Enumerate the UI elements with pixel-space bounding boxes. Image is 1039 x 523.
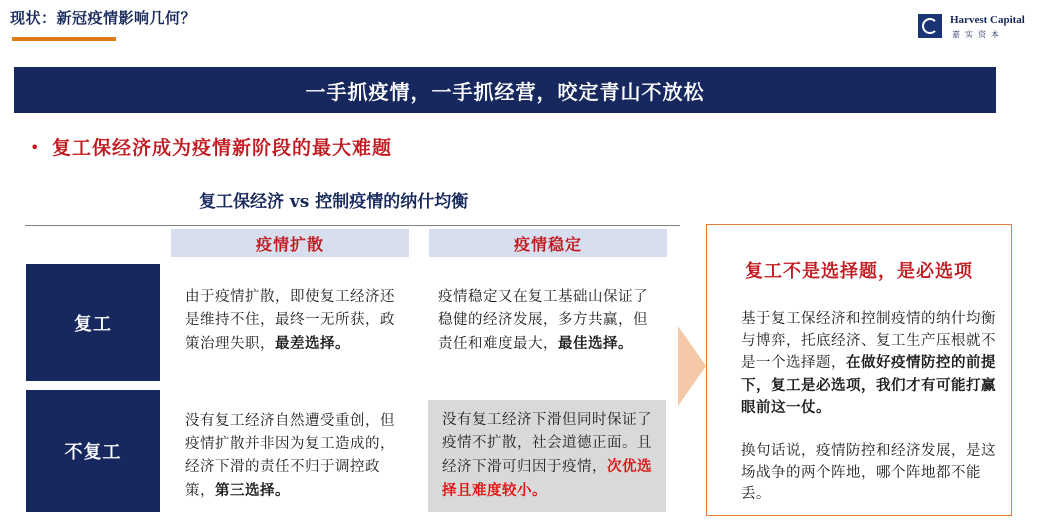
conclusion-paragraph-1 xyxy=(741,309,1001,420)
cell-emphasis: 最差选择。 xyxy=(275,335,350,352)
cell-text: 由于疫情扩散，即使复工经济还是维持不住，最终一无所获，政策治理失职， xyxy=(185,289,395,352)
row-label-resume: 复工 xyxy=(26,264,160,381)
page-title: 现状：新冠疫情影响几何？ xyxy=(10,9,197,27)
cell-emphasis: 次优选择且难度较小。 xyxy=(442,458,652,499)
cell-text: 没有复工经济自然遭受重创，但疫情扩散并非因为复工造成的，经济下滑的责任不归于调控政策， xyxy=(185,413,395,499)
cell-resume-spread xyxy=(171,286,409,356)
cell-noresume-stable xyxy=(428,400,666,512)
cell-resume-stable xyxy=(424,286,667,356)
row-label-no-resume: 不复工 xyxy=(26,390,160,512)
headline-banner: 一手抓疫情，一手抓经营，咬定青山不放松 xyxy=(14,67,996,113)
col-header-stable: 疫情稳定 xyxy=(429,229,667,257)
arrow-right-icon xyxy=(678,326,706,406)
conclusion-paragraph-2: 换句话说，疫情防控和经济发展，是这场战争的两个阵地，哪个阵地都不能丢。 xyxy=(741,443,996,502)
logo-cn: 嘉实资本 xyxy=(952,30,1004,39)
paragraph-text: 基于复工保经济和控制疫情的纳什均衡与博弈，托底经济、复工生产压根就不是一个选择题， xyxy=(741,311,996,371)
logo-mark-icon xyxy=(918,14,942,38)
cell-emphasis: 第三选择。 xyxy=(215,482,290,499)
conclusion-box xyxy=(706,224,1012,516)
conclusion-title: 复工不是选择题，是必选项 xyxy=(745,261,973,282)
col-header-spread: 疫情扩散 xyxy=(171,229,409,257)
company-logo xyxy=(918,14,1032,44)
key-point: 复工保经济成为疫情新阶段的最大难题 xyxy=(52,137,393,159)
cell-text: 没有复工经济下滑但同时保证了疫情不扩散，社会道德正面。且经济下滑可归因于疫情， xyxy=(442,412,652,475)
logo-name: Harvest Capital xyxy=(950,14,1025,26)
bullet-dot-icon: • xyxy=(30,138,40,157)
cell-text: 疫情稳定又在复工基础山保证了稳健的经济发展，多方共赢，但责任和难度最大， xyxy=(438,289,648,352)
matrix-title: 复工保经济 vs 控制疫情的纳什均衡 xyxy=(199,192,469,212)
title-underline xyxy=(12,37,116,41)
cell-emphasis: 最佳选择。 xyxy=(558,335,633,352)
cell-noresume-spread xyxy=(171,410,409,503)
divider xyxy=(25,225,680,226)
paragraph-emphasis: 在做好疫情防控的前提下，复工是必选项，我们才有可能打赢眼前这一仗。 xyxy=(741,354,996,416)
